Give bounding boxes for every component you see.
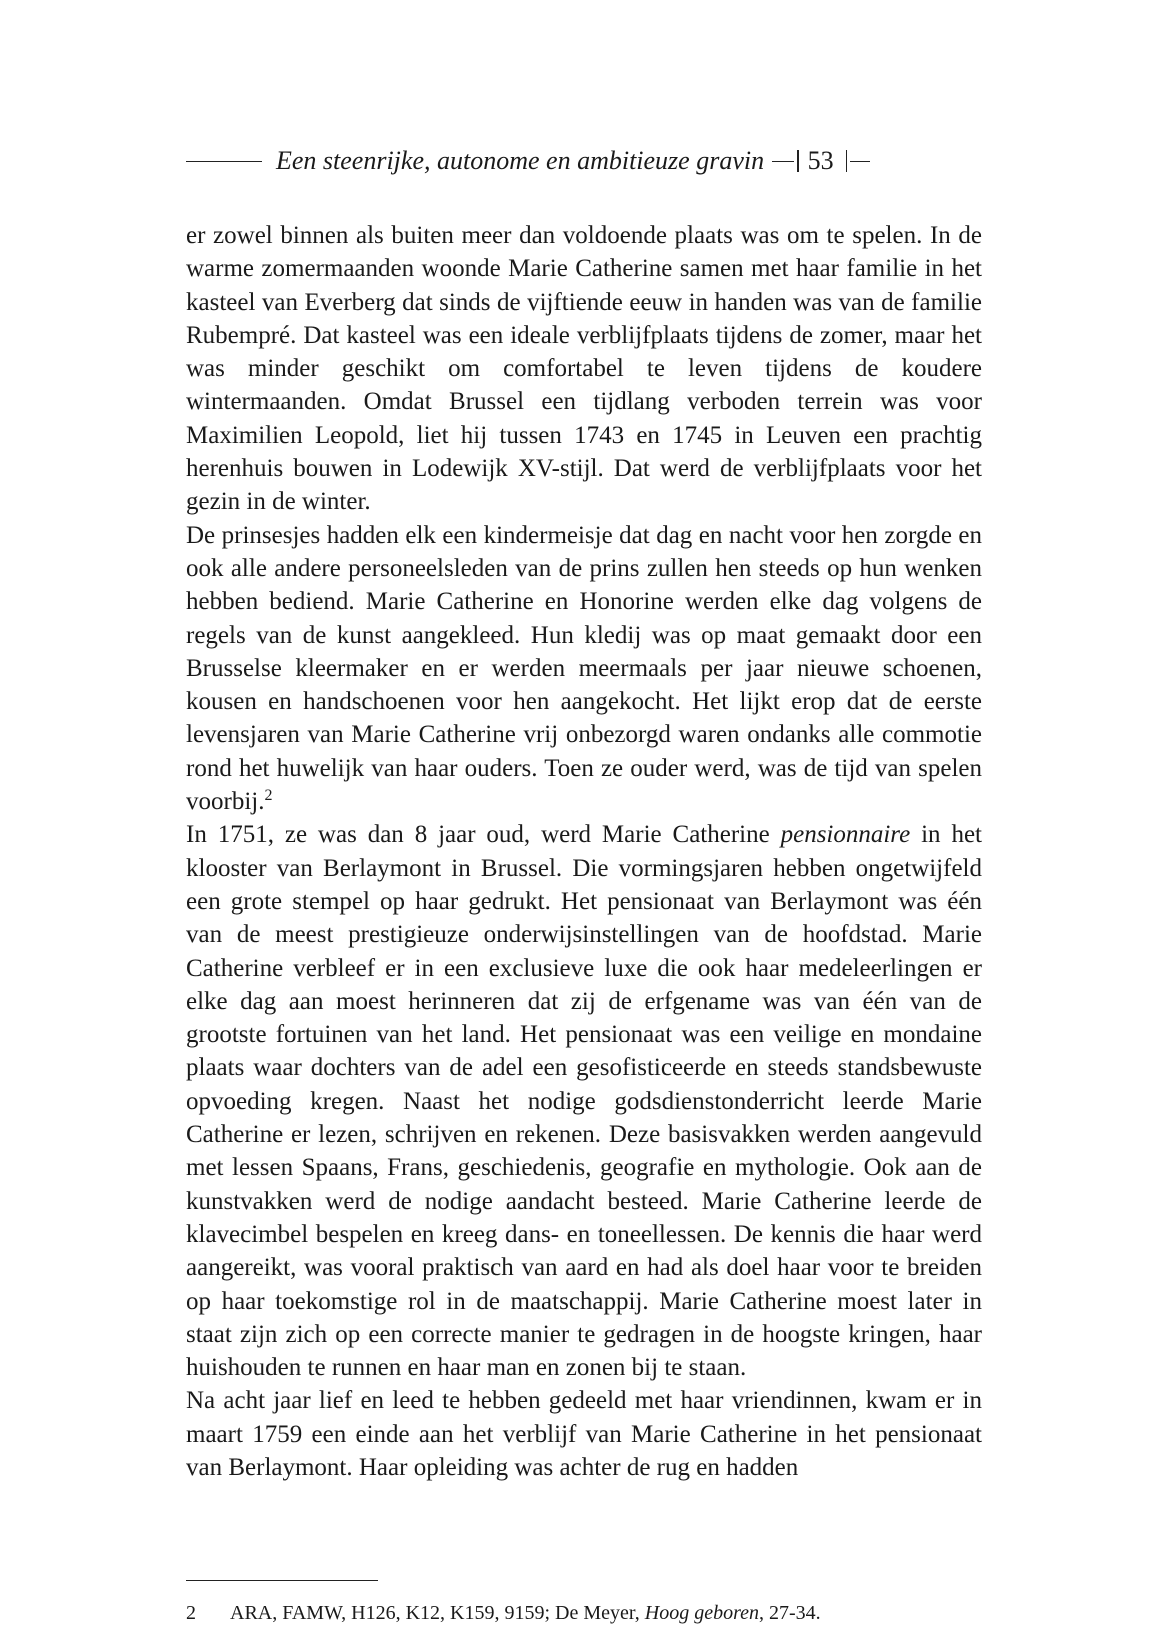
header-rule-left — [186, 161, 262, 162]
footnote-text-a: ARA, FAMW, H126, K12, K159, 9159; De Meyer, — [230, 1602, 645, 1624]
page-number: 53 — [807, 146, 834, 175]
footnote-italic: Hoog geboren — [644, 1602, 759, 1624]
paragraph-3-text-a: In 1751, ze was dan 8 jaar oud, werd Marie Catherine — [186, 821, 781, 849]
header-bar-right — [846, 150, 848, 172]
body-text — [186, 219, 982, 1484]
footnote-reference: 2 — [264, 787, 273, 805]
paragraph-3-text-b: in het klooster van Berlaymont in Brussel. Die vormingsjaren hebben ongetwijfeld een grote stempel op haar gedrukt. Het pensionaat van Berlaymont was één van de meest prestigieuze onderwijsinstellingen van de hoofdstad. Marie Catherine verbleef er in een exclusieve luxe die ook haar medeleerlingen er elke dag aan moest herinneren dat zij de erfgename was van één van de grootste fortuinen van het land. Het pensionaat was een veilige en mondaine plaats waar dochters van de adel een gesofisticeerde en steeds standsbewuste opvoeding kregen. Naast het nodige godsdienstonderricht leerde Marie Catherine er lezen, schrijven en rekenen. Deze basisvakken werden aangevuld met lessen Spaans, Frans, geschiedenis, geografie en mythologie. Ook aan de kunstvakken werd de nodige aandacht besteed. Marie Catherine leerde de klavecimbel bespelen en kreeg dans- en toneellessen. De kennis die haar werd aangereikt, was vooral praktisch van aard en had als doel haar voor te breiden op haar toekomstige rol in de maatschappij. Marie Catherine moest later in staat zijn zich op een correcte manier te gedragen in de hoogste kringen, haar huishouden te runnen en haar man en zonen bij te staan. — [186, 821, 982, 1382]
running-title: Een steenrijke, autonome en ambitieuze gravin — [276, 146, 765, 175]
paragraph-2-text: De prinsesjes hadden elk een kindermeisje dat dag en nacht voor hen zorgde en ook alle andere personeelsleden van de prins zullen hen steeds op hun wenken hebben bediend. Marie Catherine en Honorine werden elke dag volgens de regels van de kunst aangekleed. Hun kledij was op maat gemaakt door een Brusselse kleermaker en er werden meermaals per jaar nieuwe schoenen, kousen en handschoenen voor hen aangekocht. Het lijkt erop dat de eerste levensjaren van Marie Catherine vrij onbezorgd waren ondanks alle commotie rond het huwelijk van haar ouders. Toen ze ouder werd, was de tijd van spelen voorbij. — [186, 521, 982, 816]
footnote-number: 2 — [186, 1602, 196, 1624]
paragraph-4: Na acht jaar lief en leed te hebben gedeeld met haar vriendinnen, kwam er in maart 1759 een einde aan het verblijf van Marie Catherine in het pensionaat van Berlaymont. Haar opleiding was achter de rug en hadden — [186, 1387, 982, 1481]
footnote-rule — [186, 1580, 378, 1581]
header-dash — [772, 161, 794, 162]
paragraph-1: er zowel binnen als buiten meer dan voldoende plaats was om te spelen. In de warme zomermaanden woonde Marie Catherine samen met haar familie in het kasteel van Everberg dat sinds de vijftiende eeuw in handen was van de familie Rubempré. Dat kasteel was een ideale verblijfplaats tijdens de zomer, maar het was minder geschikt om comfortabel te leven tijdens de koudere wintermaanden. Omdat Brussel een tijdlang verboden terrein was voor Maximilien Leopold, liet hij tussen 1743 en 1745 in Leuven een prachtig herenhuis bouwen in Lodewijk XV-stijl. Dat werd de verblijfplaats voor het gezin in de winter. — [186, 222, 982, 516]
header-dash-right — [850, 161, 870, 162]
header-bar-left — [797, 150, 799, 172]
running-header — [186, 143, 982, 179]
footnote-text-b: , 27-34. — [759, 1602, 821, 1624]
paragraph-2 — [186, 519, 982, 819]
footnote — [186, 1600, 982, 1626]
paragraph-3 — [186, 818, 982, 1384]
paragraph-3-italic: pensionnaire — [780, 821, 911, 849]
